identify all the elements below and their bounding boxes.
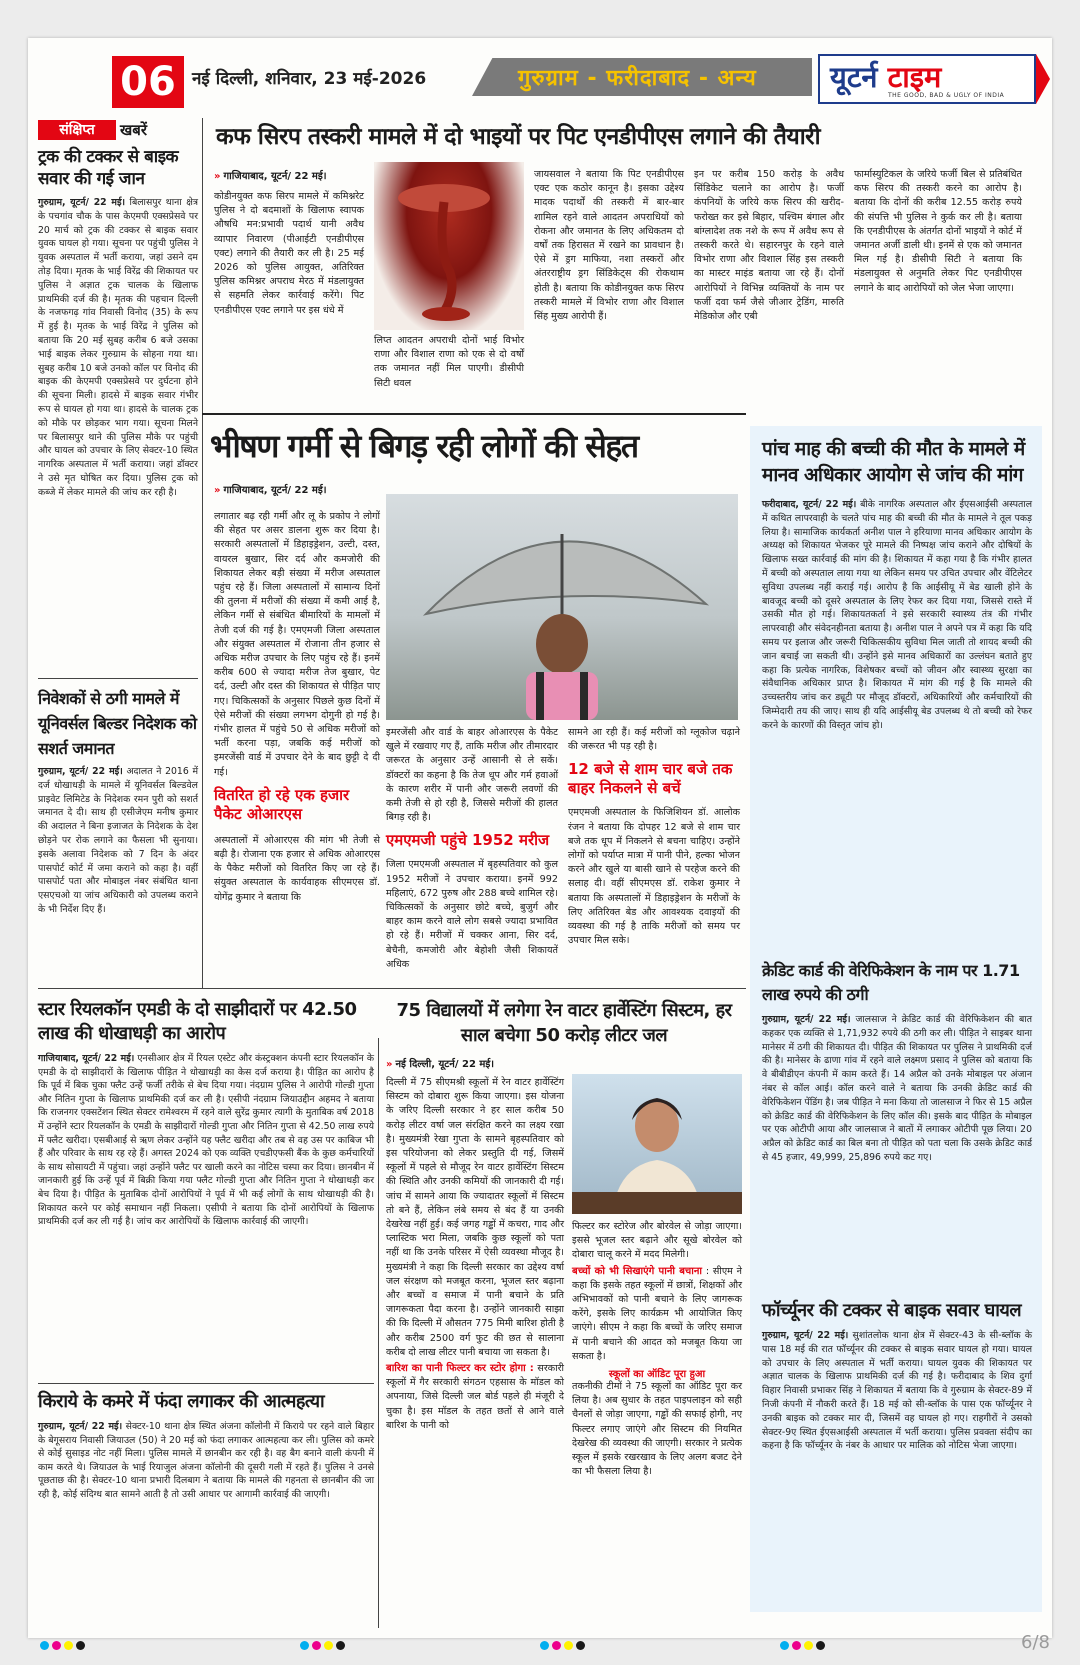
newspaper-page [28, 38, 1052, 1638]
cough-column-1 [214, 168, 364, 318]
column-rule [378, 1038, 379, 1628]
color-dot [40, 1641, 49, 1650]
subheading: एमएमजी पहुंचे 1952 मरीज [386, 831, 550, 850]
article-body: इमरजेंसी और वार्ड के बाहर ओआरएस के पैकेट खुले में रखवाए गए हैं, ताकि मरीज और तीमारदार जरूरत के अनुसार उन्हें आसानी से ले सकें। डॉक्टरों का कहना है कि तेज धूप और गर्म हवाओं के कारण शरीर में पानी और जरूरी लवणों की कमी तेजी से हो रही है, जिससे मरीजों की हालत बिगड़ रही है। [386, 727, 558, 824]
article-fortuner [762, 1299, 1032, 1453]
article-body: बारिश का पानी फिल्टर कर स्टोर होगा : सरकारी स्कूलों में गैर सरकारी संगठन एहसास के मॉडल को अपनाया, जिसे दिल्ली जल बोर्ड पहले ही मंजूरी दे चुका है। इस मॉडल के तहत छतों से आने वाले बारिश के पानी को [386, 1363, 564, 1431]
subheading: बच्चों को भी सिखाएंगे पानी बचाना [572, 1265, 702, 1277]
heat-column-3 [568, 726, 740, 948]
article-body: जायसवाल ने बताया कि पिट एनडीपीएस एक्ट एक कठोर कानून है। इसका उद्देश्य मादक पदार्थों की तस्करी में बार-बार शामिल रहने वाले आदतन अपराधियों को रोकना और जमानत के लिए अधिकतम दो वर्षों तक हिरासत में रखने का प्रावधान है। ऐसे में ड्रग माफिया, नशा तस्करों और अंतरराष्ट्रीय ड्रग सिंडिकेट्स की रोकथाम होती है। बताया कि कोडीनयुक्त कफ सिरप तस्करी मामले में विभोर राणा और विशाल सिंह मुख्य आरोपी हैं। [534, 169, 684, 323]
newspaper-logo [818, 54, 1036, 104]
syrup-spoon-icon [374, 162, 524, 330]
page-indicator: 6/8 [1021, 1632, 1050, 1653]
section-rule [38, 678, 198, 679]
cough-column-5 [854, 168, 1022, 296]
article-rain-water [386, 998, 742, 1048]
article-body: तकनीकी टीमों ने 75 स्कूलों का ऑडिट पूरा कर लिया है। अब सुधार के तहत पाइपलाइन को सही चैनलों से जोड़ा जाएगा, गड्ढों की सफाई होगी, नए फिल्टर लगाए जाएंगे और सिस्टम की नियमित देखरेख की व्यवस्था की जाएगी। सरकार ने प्रत्येक स्कूल में इसके रखरखाव के लिए अलग बजट देने का भी फैसला लिया है। [572, 1381, 742, 1478]
subheading: 12 बजे से शाम चार बजे तक बाहर निकलने से बचें [568, 760, 733, 798]
color-dot [576, 1641, 585, 1650]
logo-arrow-icon [1036, 54, 1050, 104]
color-dot [540, 1641, 549, 1650]
article-body: गुरुग्राम, यूटर्न/ 22 मई। सेक्टर-10 थाना क्षेत्र स्थित अंजना कॉलोनी में किराये पर रहने वाले बिहार के बेगूसराय निवासी जियाउल (50) ने 20 मई को फंदा लगाकर आत्महत्या कर ली। पुलिस को कमरे से कोई सुसाइड नोट नहीं मिला। पुलिस मामले में छानबीन कर रही है। वह बैग बनाने वाली कंपनी में काम करते थे। जियाउल के भाई रियाजुल अंजना कॉलोनी की दूसरी गली में रहते हैं। पुलिस ने उनसे पूछताछ की है। सेक्टर-10 थाना प्रभारी दिलबाग ने बताया कि मामले की गहनता से छानबीन की जा रही है, कोई संदिग्ध बात सामने आती है तो उसी आधार पर आगामी कार्रवाई की जाएगी। [38, 1421, 374, 1500]
color-dot [552, 1641, 561, 1650]
article-credit-card [762, 959, 1032, 1165]
headline: 75 विद्यालयों में लगेगा रेन वाटर हार्वेस्टिंग सिस्टम, हर साल बचेगा 50 करोड़ लीटर जल [396, 1000, 732, 1046]
subheading: वितरित हो रहे एक हजार पैकेट ओआरएस [214, 785, 350, 823]
article-body: दिल्ली में 75 सीएमश्री स्कूलों में रेन वाटर हार्वेस्टिंग सिस्टम को दोबारा शुरू किया जाएगा। इस योजना के जरिए दिल्ली सरकार ने हर साल करीब 50 करोड़ लीटर वर्षा जल संरक्षित करने का लक्ष्य रखा है। मुख्यमंत्री रेखा गुप्ता के सामने बृहस्पतिवार को इस परियोजना को लेकर प्रस्तुति दी गई, जिसमें स्कूलों में पहले से मौजूद रेन वाटर हार्वेस्टिंग सिस्टम की स्थिति और उनकी कमियों की जानकारी दी गई। जांच में सामने आया कि ज्यादातर स्कूलों में सिस्टम तो बने हैं, लेकिन लंबे समय से बंद हैं या उनकी देखरेख नहीं हुई। कई जगह गड्ढों में कचरा, गाद और प्लास्टिक भरा मिला, जबकि कुछ स्कूलों को पता नहीं था कि उनके परिसर में ऐसी व्यवस्था मौजूद है। मुख्यमंत्री ने कहा कि दिल्ली सरकार का उद्देश्य वर्षा जल संरक्षण को मजबूत करना, भूजल स्तर बढ़ाना और बच्चों व समाज में पानी बचाने के प्रति जागरूकता पैदा करना है। उन्होंने जानकारी साझा की कि दिल्ली में औसतन 775 मिमी बारिश होती है और करीब 2500 वर्ग फुट की छत से सालाना करीब दो लाख लीटर पानी बचाया जा सकता है। [386, 1077, 564, 1358]
article-body: लगातार बढ़ रही गर्मी और लू के प्रकोप ने लोगों की सेहत पर असर डालना शुरू कर दिया है। सरकारी अस्पतालों में डिहाइड्रेशन, उल्टी, दस्त, वायरल बुखार, सिर दर्द और कमजोरी की शिकायत लेकर बड़ी संख्या में मरीज अस्पताल पहुंच रहे हैं। जिला अस्पतालों में सामान्य दिनों की तुलना में मरीजों की संख्या में कमी आई है, लेकिन गर्मी से संबंधित बीमारियों के मामलों में तेजी दर्ज की गई है। एमएमजी जिला अस्पताल और संयुक्त अस्पताल में रोजाना तीन हजार से अधिक मरीज उपचार के लिए पहुंच रहे हैं। इनमें करीब 600 से ज्यादा मरीज तेज बुखार, पेट दर्द, उल्टी और दस्त की शिकायत से पीड़ित पाए गए। चिकित्सकों के अनुसार पिछले कुछ दिनों में ऐसे मरीजों की संख्या लगभग दोगुनी हो गई है। गंभीर हालत में पहुंचे 50 से अधिक मरीजों को भर्ती करना पड़ा, जबकि कई मरीजों को इमरजेंसी वार्ड में उपचार देने के बाद छुट्टी दे दी गई। [214, 511, 380, 778]
article-body: गुरुग्राम, यूटर्न/ 22 मई। बिलासपुर थाना क्षेत्र के पचगांव चौक के पास केएमपी एक्सप्रेसवे पर 20 मार्च को ट्रक की टक्कर से बाइक सवार युवक घायल हो गया। सूचना पर पहुंची पुलिस ने युवक अस्पताल में भर्ती कराया, जहां उसने दम तोड़ दिया। मृतक के भाई विरेंद्र की शिकायत पर पुलिस ने अज्ञात ट्रक चालक के खिलाफ प्राथमिकी दर्ज की है। मृतक की पहचान दिल्ली के नजफगढ़ गांव निवासी विनोद (35) के रूप में हुई है। मृतक के भाई विरेंद्र ने पुलिस को बताया कि 20 मई सुबह करीब 6 बजे उसका भाई बाइक लेकर गुरुग्राम के सोहना गया था। सुबह करीब 10 बजे उनको कॉल पर विनोद की बाइक की केएमपी एक्सप्रेसवे पर दुर्घटना होने की सूचना मिली। हादसे में बाइक सवार गंभीर रूप से घायल हो गया था। हादसे के चालक ट्रक को मौके पर छोड़कर भाग गया। सूचना मिलने पर बिलासपुर थाने की पुलिस मौके पर पहुंची और घायल को उपचार के लिए सेक्टर-10 स्थित नागरिक अस्पताल में भर्ती कराया। जहां डॉक्टर ने उसे मृत घोषित कर दिया। पुलिस ट्रक को कब्जे में लेकर मामले की जांच कर रही है। [38, 197, 198, 498]
article-body: जिला एमएमजी अस्पताल में बृहस्पतिवार को कुल 1952 मरीजों ने उपचार कराया। इनमें 992 महिलाएं, 672 पुरुष और 288 बच्चे शामिल रहे। चिकित्सकों के अनुसार छोटे बच्चे, बुजुर्ग और बाहर काम करने वाले लोग सबसे ज्यादा प्रभावित हो रहे हैं। मरीजों में चक्कर आना, सिर दर्द, बेचैनी, कमजोरी और बेहोशी जैसी शिकायतें अधिक [386, 859, 558, 970]
brief-label-red: संक्षिप्त [38, 120, 116, 140]
section-rule [202, 413, 746, 415]
section-rule [38, 1383, 374, 1384]
color-dot [336, 1641, 345, 1650]
heat-column-1 [214, 482, 380, 905]
article-body: गाजियाबाद, यूटर्न/ 22 मई। एनसीआर क्षेत्र में रियल एस्टेट और कंस्ट्रक्शन कंपनी स्टार रियलकॉन के एमडी के दो साझीदारों के खिलाफ पीड़ित ने धोखाधड़ी का केस दर्ज कराया है। पीड़ित का आरोप है कि पूर्व में बिक चुका फ्लैट उन्हें फर्जी तरीके से बेच दिया गया। नंदग्राम पुलिस ने आरोपी गोल्डी गुप्ता और नितिन गुप्ता के खिलाफ प्राथमिकी दर्ज कर ली है। एसीपी नंदग्राम जियाउद्दीन अहमद ने बताया कि राजनगर एक्सटेंशन स्थित सेक्टर रामेश्वरम में रहने वाले सुरेंद्र कुमार त्यागी के मुताबिक वर्ष 2018 में उन्होंने स्टार रियलकॉन के एमडी के साझीदारों गोल्डी गुप्ता और नितिन गुप्ता से 42.50 लाख रुपये में फ्लैट खरीदा। एसबीआई से ऋण लेकर उन्होंने यह फ्लैट खरीदा और तब से वह उस पर काबिज भी हैं और परिवार के साथ रह रहे हैं। अगस्त 2024 को एक व्यक्ति एचडीएफसी बैंक के कुछ कर्मचारियों के साथ सोसायटी में पहुंचा। जहां उन्होंने फ्लैट पर खाली करने का नोटिस चस्पा कर दिया। छानबीन में जानकारी हुई कि उन्हें पूर्व में बिक्री किया गया फ्लैट गोल्डी गुप्ता और नितिन गुप्ता ने धोखाधड़ी कर बेच दिया है। पीड़ित के मुताबिक दोनों आरोपियों ने पूर्व में भी कई लोगों के साथ धोखाधड़ी की है। शिकायत करने पर कोई समाधान नहीं निकला। एसीपी ने बताया कि दोनों आरोपियों के खिलाफ प्राथमिकी दर्ज कर ली गई है। जांच कर आरोपियों के खिलाफ कार्रवाई की जाएगी। [38, 1053, 374, 1228]
masthead [42, 52, 1038, 108]
person-portrait-icon [572, 1074, 742, 1214]
registration-marks [780, 1641, 825, 1651]
page-number: 06 [112, 56, 184, 108]
brief-label-black: खबरें [120, 121, 147, 139]
logo-main-text: यूटर्न [830, 60, 878, 94]
heat-column-2 [386, 726, 558, 972]
registration-marks [540, 1641, 585, 1651]
color-dot [780, 1641, 789, 1650]
article-child-death [762, 436, 1032, 733]
rain-column-2 [572, 1220, 742, 1479]
umbrella-icon [386, 494, 738, 720]
headline: निवेशकों से ठगी मामले में यूनिवर्सल बिल्डर निदेशक को सशर्त जमानत [38, 689, 197, 758]
headline: क्रेडिट कार्ड की वेरिफिकेशन के नाम पर 1.71 लाख रुपये की ठगी [762, 961, 1020, 1004]
article-body: लिप्त आदतन अपराधी दोनों भाई विभोर राणा और विशाल राणा को एक से दो वर्षों तक जमानत नहीं मिल पाएगी। डीसीपी सिटी धवल [374, 335, 524, 389]
column-rule [202, 118, 203, 988]
article-truck [38, 146, 198, 500]
headline: पांच माह की बच्ची की मौत के मामले में मानव अधिकार आयोग से जांच की मांग [762, 438, 1025, 486]
date-line: नई दिल्ली, शनिवार, 23 मई-2026 [192, 69, 427, 89]
registration-marks [300, 1641, 345, 1651]
color-dot [816, 1641, 825, 1650]
color-dot [312, 1641, 321, 1650]
article-body: गुरुग्राम, यूटर्न/ 22 मई। सुशांतलोक थाना क्षेत्र में सेक्टर-43 के सी-ब्लॉक के पास 18 मई की रात फॉर्च्यूनर की टक्कर से बाइक सवार घायल हो गया। घायल को उपचार के लिए अस्पताल में भर्ती कराया। घायल युवक की शिकायत पर अज्ञात चालक के खिलाफ प्राथमिकी दर्ज की गई है। फरीदाबाद के शिव दुर्गा विहार निवासी प्रभाकर सिंह ने शिकायत में बताया कि वे गुरुग्राम के सेक्टर-89 में निजी कंपनी में नौकरी करते हैं। 18 मई को सी-ब्लॉक के पास एक फॉर्च्यूनर ने उनकी बाइक को टक्कर मार दी, जिसमें वह घायल हो गए। राहगीरों ने उसको सेक्टर-9ए स्थित ईएसआईसी अस्पताल में भर्ती कराया। पुलिस प्रवक्ता संदीप का कहना है कि फॉर्च्यूनर के नंबर के आधार पर मालिक को नोटिस भेजा जाएगा। [762, 1330, 1032, 1452]
logo-tagline: THE GOOD, BAD & UGLY OF INDIA [888, 92, 1005, 99]
cough-syrup-photo [374, 162, 524, 330]
registration-marks [40, 1641, 85, 1651]
chief-minister-photo [572, 1074, 742, 1214]
article-body: गुरुग्राम, यूटर्न/ 22 मई। जालसाज ने क्रेडिट कार्ड की वेरिफिकेशन की बात कहकर एक व्यक्ति से 1,71,932 रुपये की ठगी कर ली। पीड़ित ने साइबर थाना मानेसर में ठगी की शिकायत दी। पीड़ित की शिकायत पर पुलिस ने प्राथमिकी दर्ज की है। मानेसर के ढाणा गांव में रहने वाले लक्ष्मण प्रसाद ने पुलिस को बताया कि वे बीबीडीएन कंपनी में काम करते हैं। 14 अप्रैल को उनके मोबाइल पर अंजान नंबर से कॉल आई। कॉल करने वाले ने बताया कि उनकी क्रेडिट कार्ड की वेरिफिकेशन पेंडिंग है। जब पीड़ित ने मना किया तो जालसाज ने फिर से 15 अप्रैल को क्रेडिट कार्ड की वेरिफिकेशन के लिए कॉल की। इसके बाद पीड़ित के मोबाइल पर एक ओटीपी आया और जालसाज ने बातों में लगाकर ओटीपी पूछ लिया। 20 अप्रैल को क्रेडिट कार्ड का बिल बना तो पीड़ित को पता चला कि उसके क्रेडिट कार्ड से 45 हजार, 49,999, 25,896 रुपये कट गए। [762, 1014, 1032, 1163]
dateline: » गाजियाबाद, यूटर्न/ 22 मई। [214, 485, 327, 496]
article-body: कोडीनयुक्त कफ सिरप मामले में कमिश्नरेट पुलिस ने दो बदमाशों के खिलाफ स्वापक औषधि मन:प्रभावी पदार्थ यानी अवैध व्यापार निवारण (पीआईटी एनडीपीएस एक्ट) लगाने की तैयारी कर ली है। 25 मई 2026 को पुलिस आयुक्त, अतिरिक्त पुलिस कमिश्नर अपराध मेरठ में मंडलायुक्त से सहमति लेकर कार्रवाई करेंगे। पिट एनडीपीएस एक्ट लगाने पर इस धंधे में [214, 191, 364, 316]
article-cough-syrup [210, 122, 1040, 152]
color-dot [564, 1641, 573, 1650]
color-dot [792, 1641, 801, 1650]
section-rule [38, 988, 746, 989]
article-rent-room [38, 1390, 374, 1502]
umbrella-woman-photo [386, 494, 738, 720]
headline: स्टार रियलकॉन एमडी के दो साझीदारों पर 42.50 लाख की धोखाधड़ी का आरोप [38, 999, 357, 1044]
article-heat [210, 426, 740, 466]
article-body: फरीदाबाद, यूटर्न/ 22 मई। बीके नागरिक अस्पताल और ईएसआईसी अस्पताल में कथित लापरवाही के चलते पांच माह की बच्ची की मौत के मामले ने तूल पकड़ लिया है। सामाजिक कार्यकर्ता अनीश पाल ने हरियाणा मानव अधिकार आयोग के अध्यक्ष को शिकायत भेजकर पूरे मामले की निष्पक्ष जांच कराने और दोषियों के खिलाफ सख्त कार्रवाई की मांग की है। शिकायत में कहा गया है कि गंभीर हालत में बच्ची को अस्पताल लाया गया था लेकिन समय पर उचित उपचार और वेंटिलेटर सुविधा उपलब्ध नहीं कराई गई। आरोप है कि आईसीयू में बेड खाली होने के बावजूद बच्ची को दूसरे अस्पताल के लिए रेफर कर दिया गया, जिससे रास्ते में उसकी मौत हो गई। शिकायतकर्ता ने इसे सरकारी स्वास्थ्य तंत्र की गंभीर लापरवाही और संवेदनहीनता बताया है। अनीश पाल ने अपने पत्र में कहा कि यदि समय पर इलाज और जरूरी चिकित्सकीय सुविधा मिल जाती तो शायद बच्ची की जान बचाई जा सकती थी। उन्होंने इसे मानव अधिकारों का उल्लंघन बताते हुए कहा कि प्रत्येक नागरिक, विशेषकर बच्चों को जीवन और स्वास्थ्य सुरक्षा का संवैधानिक अधिकार प्राप्त है। शिकायत में मांग की गई है कि मामले की उच्चस्तरीय जांच कर ड्यूटी पर मौजूद डॉक्टरों, अधिकारियों और कर्मचारियों की जिम्मेदारी तय की जाए। साथ ही यदि आईसीयू बेड उपलब्ध थे तो बच्ची को रेफर करने के कारणों की विस्तृत जांच हो। [762, 499, 1032, 731]
color-dot [324, 1641, 333, 1650]
headline: किराये के कमरे में फंदा लगाकर की आत्महत्या [38, 1391, 325, 1412]
dateline: » नई दिल्ली, यूटर्न/ 22 मई। [386, 1059, 495, 1070]
cough-column-3 [534, 168, 684, 324]
article-body: गुरुग्राम, यूटर्न/ 22 मई। अदालत ने 2016 में दर्ज धोखाधड़ी के मामले में यूनिवर्सल बिल्डवेल प्राइवेट लिमिटेड के निदेशक रमन पुरी को सशर्त जमानत दे दी। साथ ही एसीजेएम मनीष कुमार की अदालत ने बिना इजाजत के निदेशक के देश छोड़ने पर रोक लगाने का फैसला भी सुनाया। इसके अलावा निदेशक को 7 दिन के अंदर पासपोर्ट कोर्ट में जमा कराने को कहा है। वहीं पासपोर्ट पता और मोबाइल नंबर संबंधित थाना एसएचओ या जांच अधिकारी को उपलब्ध कराने के भी निर्देश दिए हैं। [38, 766, 199, 915]
subheading: बारिश का पानी फिल्टर कर स्टोर होगा : [386, 1363, 534, 1375]
color-dot [64, 1641, 73, 1650]
article-star-realcon [38, 998, 374, 1229]
subheading: स्कूलों का ऑडिट पूरा हुआ [608, 1369, 706, 1381]
headline: कफ सिरप तस्करी मामले में दो भाइयों पर पिट एनडीपीएस लगाने की तैयारी [216, 124, 821, 150]
article-body: सामने आ रही हैं। कई मरीजों को ग्लूकोज चढ़ाने की जरूरत भी पड़ रही है। [568, 727, 740, 753]
headline: ट्रक की टक्कर से बाइक सवार की गई जान [38, 147, 179, 189]
article-body: इन पर करीब 150 करोड़ के अवैध सिंडिकेट चलाने का आरोप है। फर्जी कंपनियों के जरिये कफ सिरप की खरीद-फरोख्त कर इसे बिहार, पश्चिम बंगाल और बांग्लादेश तक नशे के रूप में अवैध रूप से तस्करी करते थे। सहारनपुर के रहने वाले विभोर राणा और विशाल सिंह इस तस्करी का मास्टर माइंड बताया जा रहे हैं। दोनों आरोपियों ने विभिन्न व्यक्तियों के नाम पर फर्जी दवा फर्म जैसे जीआर ट्रेडिंग, मारुति मेडिकोज और एबी [694, 169, 844, 323]
headline: भीषण गर्मी से बिगड़ रही लोगों की सेहत [210, 427, 638, 465]
article-body: फिल्टर कर स्टोरेज और बोरवेल से जोड़ा जाएगा। इससे भूजल स्तर बढ़ाने और सूखे बोरवेल को दोबारा चालू करने में मदद मिलेगी। [572, 1221, 742, 1261]
logo-red-text: टाइम [887, 60, 942, 94]
dateline: » गाजियाबाद, यूटर्न/ 22 मई। [214, 171, 327, 182]
section-title: गुरुग्राम - फरीदाबाद - अन्य [518, 66, 757, 91]
color-dot [300, 1641, 309, 1650]
article-body: फार्मास्युटिकल के जरिये फर्जी बिल से प्रतिबंधित कफ सिरप की तस्करी करने का आरोप है। बताया कि दोनों की करीब 12.55 करोड़ रुपये की संपत्ति भी पुलिस ने कुर्क कर ली है। बताया कि एनडीपीएस के अंतर्गत दोनों भाइयों ने कोर्ट में जमानत अर्जी डाली थी। इनमें से एक को जमानत मिल गई है। डीसीपी सिटी ने बताया कि मंडलायुक्त से अनुमति लेकर पिट एनडीपीएस लगाने के बाद आरोपियों को जेल भेजा जाएगा। [854, 169, 1022, 294]
brief-news-label [38, 120, 202, 142]
article-body: एमएमजी अस्पताल के फिजिशियन डॉ. आलोक रंजन ने बताया कि दोपहर 12 बजे से शाम चार बजे तक धूप में निकलने से बचना चाहिए। उन्होंने लोगों को पर्याप्त मात्रा में पानी पीने, हल्का भोजन करने और खुले या बासी खाने से परहेज करने की सलाह दी। वहीं सीएमएस डॉ. राकेश कुमार ने बताया कि अस्पतालों में डिहाइड्रेशन के मरीजों के लिए अतिरिक्त बेड और आवश्यक दवाइयों की व्यवस्था की गई है ताकि मरीजों को समय पर उपचार मिल सके। [568, 807, 740, 947]
article-body: बच्चों को भी सिखाएंगे पानी बचाना : सीएम ने कहा कि इसके तहत स्कूलों में छात्रों, शिक्षकों और अभिभावकों को पानी बचाने के लिए जागरूक करेंगे, इसके लिए कार्यक्रम भी आयोजित किए जाएंगे। सीएम ने कहा कि बच्चों के जरिए समाज में पानी बचाने की आदत को मजबूत किया जा सकता है। [572, 1265, 742, 1362]
rain-column-1 [386, 1056, 564, 1433]
article-investors [38, 686, 198, 917]
cough-column-2 [374, 334, 524, 391]
headline: फॉर्च्यूनर की टक्कर से बाइक सवार घायल [762, 1300, 1022, 1321]
color-dot [76, 1641, 85, 1650]
cough-column-4 [694, 168, 844, 324]
color-dot [804, 1641, 813, 1650]
color-dot [52, 1641, 61, 1650]
article-body: अस्पतालों में ओआरएस की मांग भी तेजी से बढ़ी है। रोजाना एक हजार से अधिक ओआरएस के पैकेट मरीजों को वितरित किए जा रहे हैं। संयुक्त अस्पताल के कार्यवाहक सीएमएस डॉ. योगेंद्र कुमार ने बताया कि [214, 834, 380, 903]
